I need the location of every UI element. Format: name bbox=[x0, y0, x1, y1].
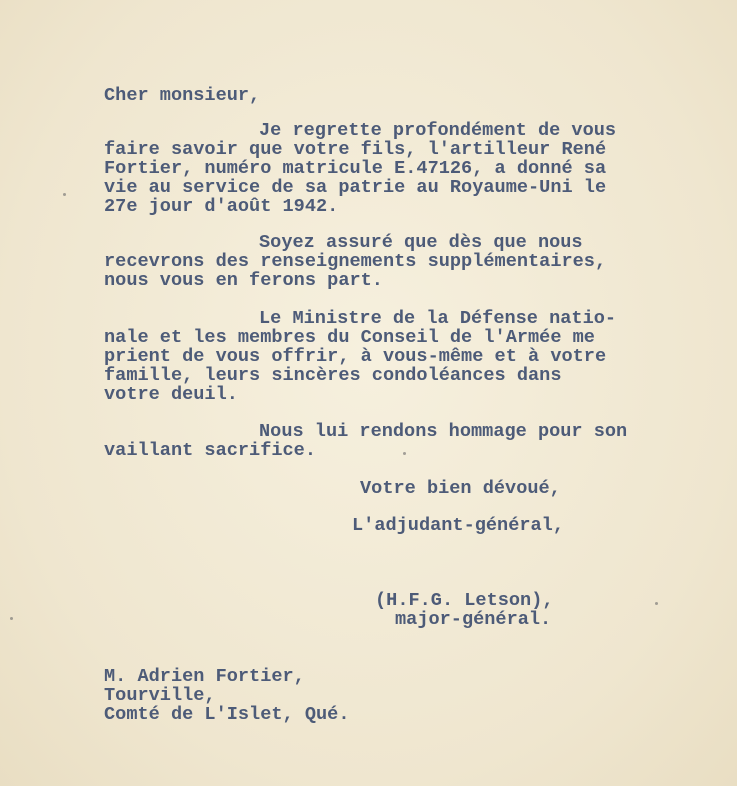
paper-speck bbox=[63, 193, 66, 196]
salutation: Cher monsieur, bbox=[104, 85, 261, 106]
address-line: Tourville, bbox=[104, 685, 216, 706]
text-line: Le Ministre de la Défense natio- bbox=[259, 308, 617, 329]
text-line: Nous lui rendons hommage pour son bbox=[259, 421, 628, 442]
recipient-address bbox=[104, 667, 349, 724]
text-line: votre deuil. bbox=[104, 384, 238, 405]
paragraph-3 bbox=[104, 309, 616, 404]
paper-speck bbox=[403, 452, 406, 455]
text-line: Je regrette profondément de vous bbox=[259, 120, 617, 141]
text-line: 27e jour d'août 1942. bbox=[104, 196, 339, 217]
paragraph-4 bbox=[104, 422, 627, 460]
text-line: famille, leurs sincères condoléances dans bbox=[104, 365, 562, 386]
signer-title: L'adjudant-général, bbox=[352, 515, 565, 536]
address-line: M. Adrien Fortier, bbox=[104, 666, 305, 687]
signer-rank: major-général. bbox=[395, 609, 552, 630]
paper-speck bbox=[655, 602, 658, 605]
paragraph-1 bbox=[104, 121, 616, 216]
paper-speck bbox=[10, 617, 13, 620]
text-line: vaillant sacrifice. bbox=[104, 440, 317, 461]
text-line: nous vous en ferons part. bbox=[104, 270, 383, 291]
address-line: Comté de L'Islet, Qué. bbox=[104, 704, 350, 725]
text-line: vie au service de sa patrie au Royaume-Uni le bbox=[104, 177, 607, 198]
text-line: nale et les membres du Conseil de l'Armée me bbox=[104, 327, 595, 348]
text-line: Fortier, numéro matricule E.47126, a donné sa bbox=[104, 158, 607, 179]
text-line: recevrons des renseignements supplémentaires, bbox=[104, 251, 607, 272]
paragraph-2 bbox=[104, 233, 606, 290]
signature-block bbox=[375, 591, 554, 629]
text-line: Soyez assuré que dès que nous bbox=[259, 232, 583, 253]
text-line: faire savoir que votre fils, l'artilleur René bbox=[104, 139, 607, 160]
signer-name: (H.F.G. Letson), bbox=[375, 590, 554, 611]
closing: Votre bien dévoué, bbox=[360, 478, 561, 499]
text-line: prient de vous offrir, à vous-même et à votre bbox=[104, 346, 607, 367]
